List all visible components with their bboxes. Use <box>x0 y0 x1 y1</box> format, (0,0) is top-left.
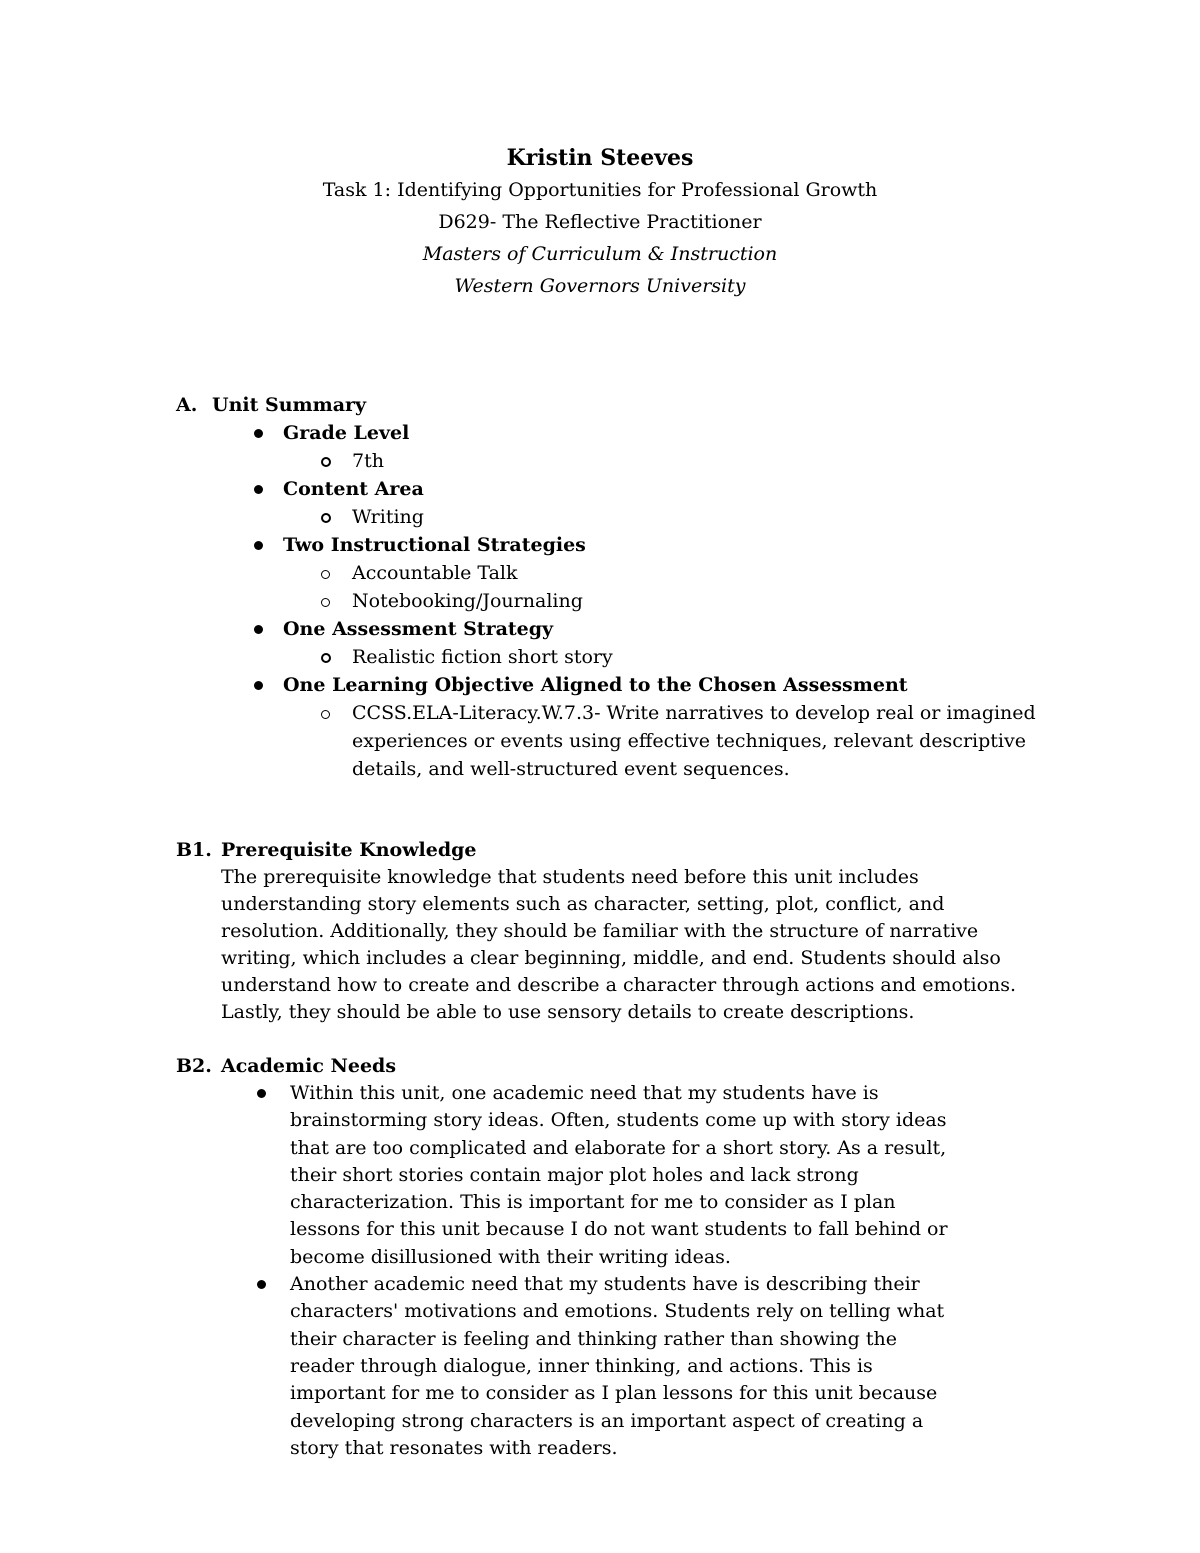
list-item-content-area <box>176 475 1076 503</box>
circle-bullet-icon <box>321 598 330 607</box>
bullet-icon <box>254 625 263 634</box>
university-name: Western Governors University <box>454 275 746 297</box>
sub-item <box>176 447 1076 475</box>
sub-item <box>176 503 1076 531</box>
section-label: B2. <box>176 1055 212 1077</box>
section-b2-academic-needs <box>176 1052 1076 1462</box>
author-name: Kristin Steeves <box>506 145 694 171</box>
sub-item <box>176 643 1076 671</box>
section-b1-prerequisite-knowledge <box>176 836 1076 1026</box>
section-heading <box>176 391 1076 419</box>
bullet-icon <box>254 681 263 690</box>
section-title: Unit Summary <box>212 394 367 416</box>
section-a-unit-summary <box>176 391 1076 783</box>
section-title: Academic Needs <box>221 1055 397 1077</box>
list-item-grade-level <box>176 419 1076 447</box>
task-title: Task 1: Identifying Opportunities for Professional Growth <box>322 179 878 201</box>
item-text: Within this unit, one academic need that my students have is brainstorming story ideas. Often, students come up with story ideas that are too complicated and elaborate for a short story. As a result, their short stories contain major plot holes and lack strong characterization. This is important for me to consider as I plan lessons for this unit because I do not want students to fall behind or become disillusioned with their writing ideas. <box>290 1082 948 1268</box>
section-heading <box>176 836 1076 864</box>
sub-item-text: Realistic fiction short story <box>352 646 613 668</box>
course-title: D629- The Reflective Practitioner <box>438 211 762 233</box>
item-label: Two Instructional Strategies <box>283 534 586 556</box>
list-item-assessment-strategy <box>176 615 1076 643</box>
item-label: Grade Level <box>283 422 410 444</box>
circle-bullet-icon <box>321 570 330 579</box>
sub-item <box>176 699 1052 783</box>
item-label: One Assessment Strategy <box>283 618 554 640</box>
sub-item <box>176 559 1076 587</box>
sub-item-text: 7th <box>352 450 384 472</box>
list-item-learning-objective <box>176 671 1076 699</box>
bullet-icon <box>254 541 263 550</box>
item-text: Another academic need that my students have is describing their characters' motivations and emotions. Students rely on telling what their character is feeling and thinking rather than showing the reader through dialogue, inner thinking, and actions. This is important for me to consider as I plan lessons for this unit because developing strong characters is an important aspect of creating a story that resonates with readers. <box>290 1273 945 1459</box>
sub-item-text: Accountable Talk <box>352 562 518 584</box>
sub-item <box>176 587 1076 615</box>
section-label: B1. <box>176 839 212 861</box>
circle-bullet-icon <box>321 457 331 467</box>
sub-item-text: Writing <box>352 506 424 528</box>
bullet-icon <box>254 485 263 494</box>
list-item <box>176 1271 950 1462</box>
program-name: Masters of Curriculum & Instruction <box>422 243 778 265</box>
bullet-icon <box>257 1280 266 1289</box>
section-body: The prerequisite knowledge that students need before this unit includes understanding story elements such as character, setting, plot, conflict, and resolution. Additionally, they should be familiar with the structure of narrative writing, which includes a clear beginning, middle, and end. Students should also understand how to create and describe a character through actions and emotions. Lastly, they should be able to use sensory details to create descriptions. <box>221 866 1017 1023</box>
section-title: Prerequisite Knowledge <box>221 839 477 861</box>
circle-bullet-icon <box>321 513 331 523</box>
title-block <box>0 142 1200 302</box>
list-item <box>176 1080 950 1271</box>
section-label: A. <box>176 394 198 416</box>
list-item-instructional-strategies <box>176 531 1076 559</box>
item-label: Content Area <box>283 478 424 500</box>
bullet-icon <box>257 1089 266 1098</box>
circle-bullet-icon <box>321 653 331 663</box>
item-label: One Learning Objective Aligned to the Chosen Assessment <box>283 674 908 696</box>
sub-item-text: CCSS.ELA-Literacy.W.7.3- Write narratives to develop real or imagined experiences or events using effective techniques, relevant descriptive details, and well-structured event sequences. <box>352 702 1036 780</box>
circle-bullet-icon <box>321 710 330 719</box>
section-heading <box>176 1052 1076 1080</box>
sub-item-text: Notebooking/Journaling <box>352 590 583 612</box>
bullet-icon <box>254 429 263 438</box>
